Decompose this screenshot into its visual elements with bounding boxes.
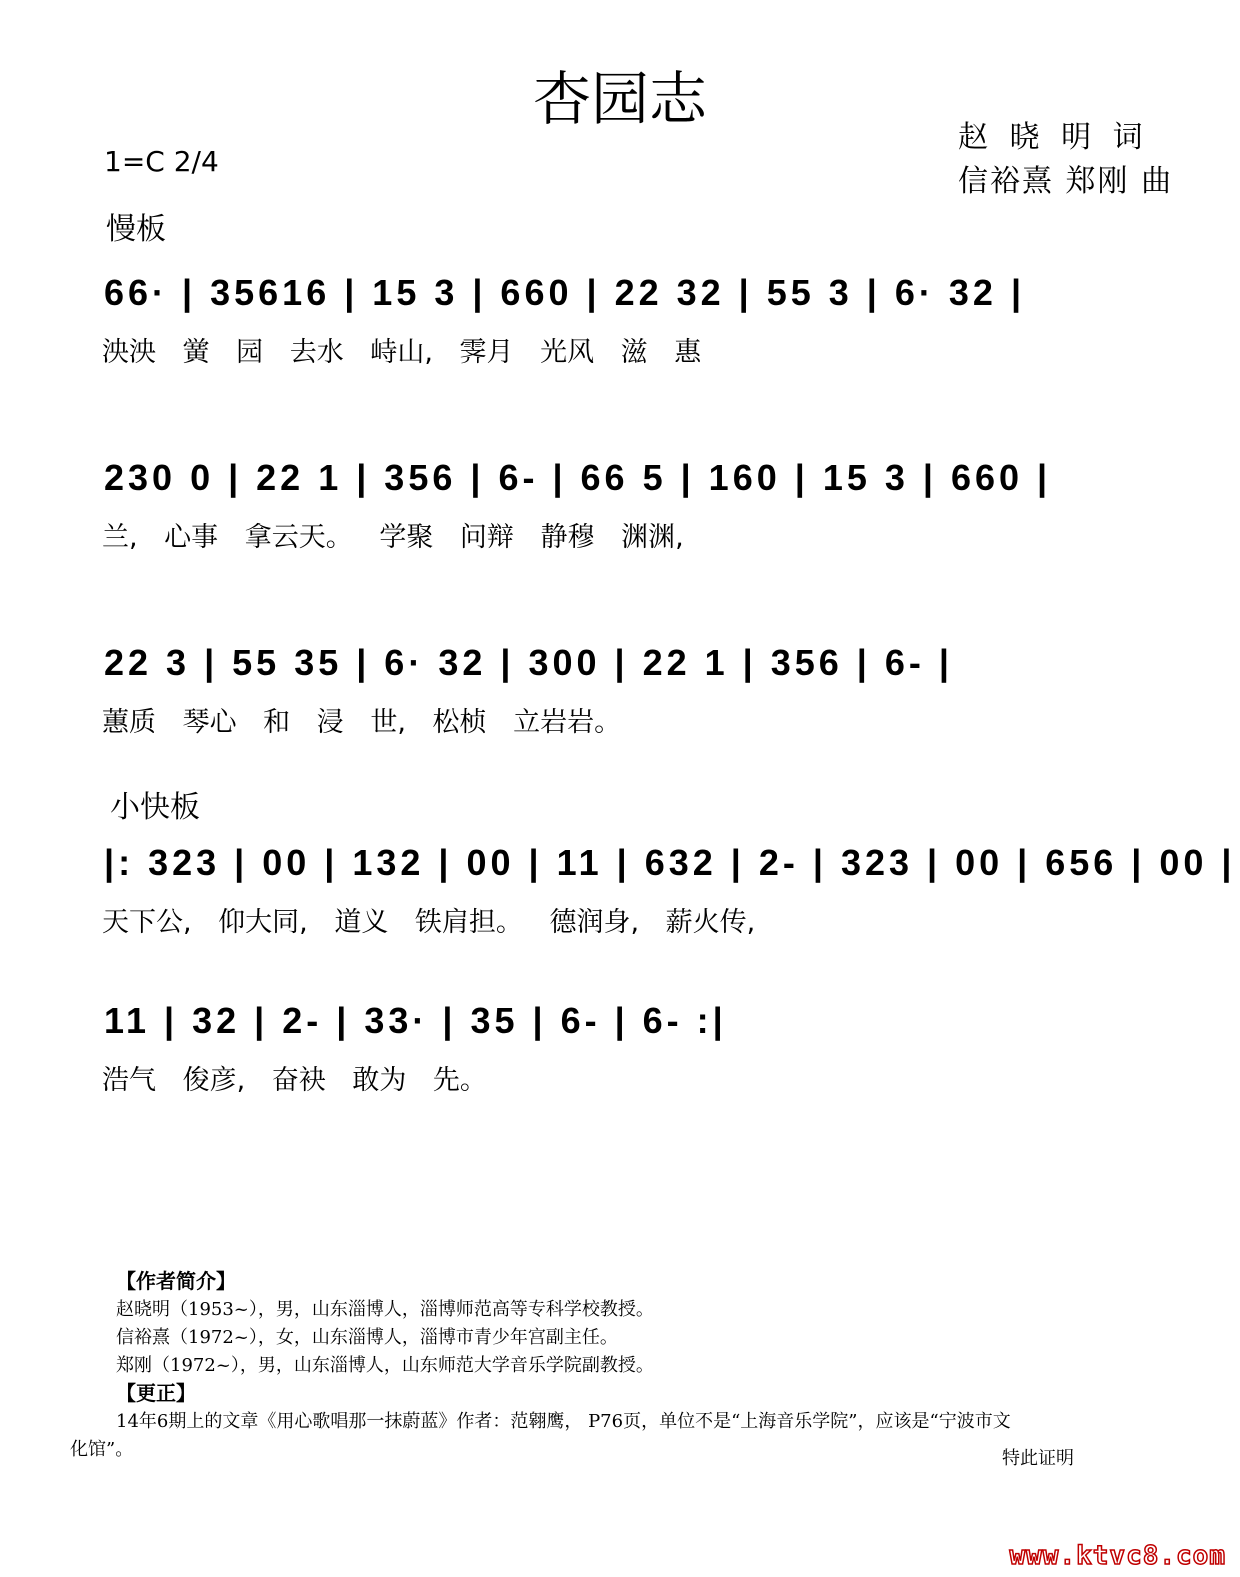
score-row	[0, 262, 1240, 368]
certification-note: 特此证明	[1002, 1448, 1074, 1469]
author-intro-heading: 【作者简介】	[116, 1271, 236, 1293]
site-watermark: www.ktvc8.com	[1009, 1541, 1226, 1571]
footnotes	[70, 1268, 1190, 1464]
correction-text-continued: 化馆”。	[70, 1439, 134, 1460]
notation-line: 22 3 | 55 35 | 6· 32 | 300 | 22 1 | 356 | 6- |	[104, 642, 953, 683]
notation-line: 66· | 35616 | 15 3 | 660 | 22 32 | 55 3 | 6· 32 |	[104, 272, 1026, 313]
lyrics-line: 浩气 俊彦, 奋袂 敢为 先。	[102, 1065, 487, 1096]
tempo-marking-slow: 慢板	[106, 212, 166, 247]
author-entry: 信裕熹（1972~），女，山东淄博人，淄博市青少年宫副主任。	[116, 1327, 618, 1348]
score-row	[0, 447, 1240, 553]
lyrics-line: 蕙质 琴心 和 浸 世, 松桢 立岩岩。	[102, 707, 622, 738]
correction-heading: 【更正】	[116, 1383, 196, 1405]
notation-line: 11 | 32 | 2- | 33· | 35 | 6- | 6- :|	[104, 1000, 727, 1041]
page-title: 杏园志	[532, 65, 707, 133]
composer-credit: 信裕熹 郑刚 曲	[958, 164, 1174, 199]
notation-line: 230 0 | 22 1 | 356 | 6- | 66 5 | 160 | 15 3 | 660 |	[104, 457, 1052, 498]
score-row	[0, 832, 1240, 938]
tempo-marking-allegretto: 小快板	[110, 790, 200, 825]
author-entry: 郑刚（1972~），男，山东淄博人，山东师范大学音乐学院副教授。	[116, 1355, 654, 1376]
key-signature: 1=C 2/4	[104, 145, 219, 178]
score-row	[0, 632, 1240, 738]
lyrics-line: 天下公, 仰大同, 道义 铁肩担。 德润身, 薪火传,	[102, 907, 756, 938]
notation-line: |: 323 | 00 | 132 | 00 | 11 | 632 | 2- | 323 | 00 | 656 | 00 |	[104, 842, 1236, 883]
score-row	[0, 990, 1240, 1096]
lyrics-line: 兰, 心事 拿云天。 学聚 问辩 静穆 渊渊,	[102, 522, 684, 553]
lyricist-credit: 赵 晓 明 词	[958, 120, 1149, 155]
lyrics-line: 泱泱 黉 园 去水 峙山, 霁月 光风 滋 惠	[102, 337, 702, 368]
author-entry: 赵晓明（1953~），男，山东淄博人，淄博师范高等专科学校教授。	[116, 1299, 654, 1320]
correction-text: 14年6期上的文章《用心歌唱那一抹蔚蓝》作者：范翱鹰， P76页，单位不是“上海音乐学院”，应该是“宁波市文	[116, 1411, 1011, 1432]
